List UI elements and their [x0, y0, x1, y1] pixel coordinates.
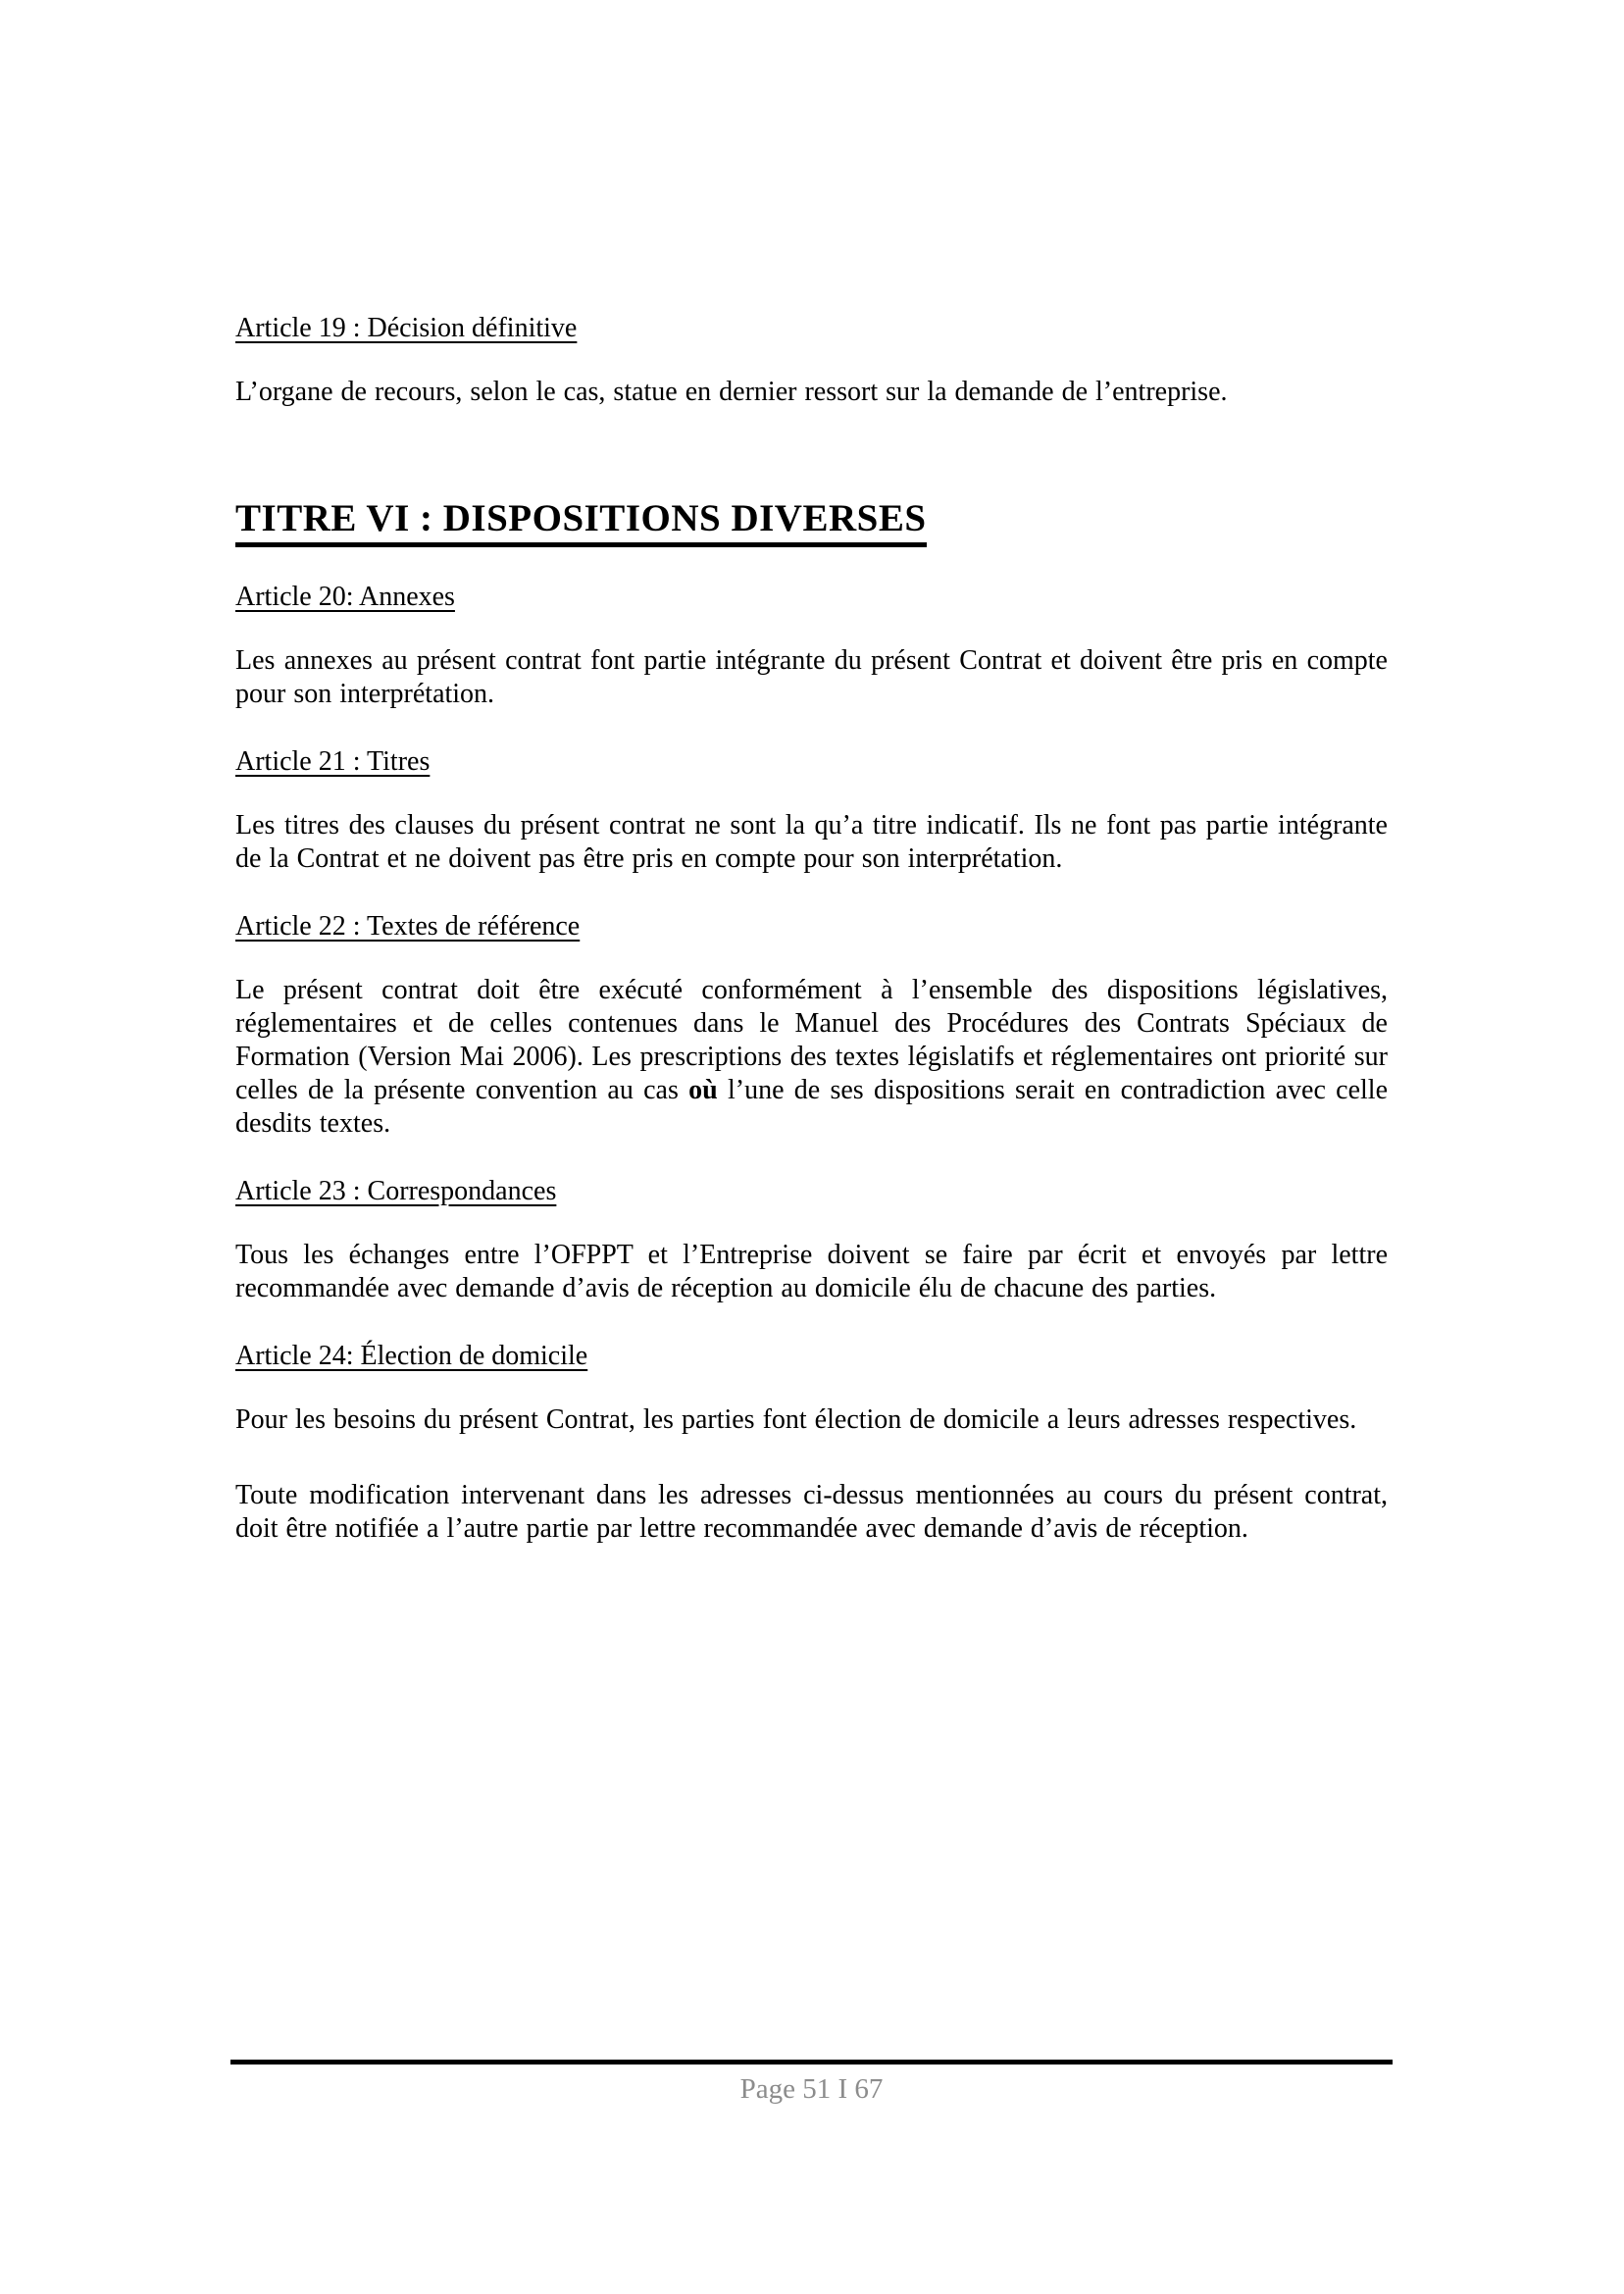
article-22-paragraph-bold-word: où — [688, 1075, 718, 1105]
article-19-paragraph: L’organe de recours, selon le cas, statue en dernier ressort sur la demande de l’entreprise. — [235, 377, 1228, 407]
titre-vi-heading-text: TITRE VI : DISPOSITIONS DIVERSES — [235, 497, 927, 547]
article-20-paragraph: Les annexes au présent contrat font partie intégrante du présent Contrat et doivent être pris en compte pour son interprétation. — [235, 645, 1388, 709]
footer-rule — [230, 2060, 1393, 2065]
article-24-heading-text: Article 24: Élection de domicile — [235, 1341, 588, 1371]
article-21-heading-text: Article 21 : Titres — [235, 746, 431, 777]
article-23-paragraph: Tous les échanges entre l’OFPPT et l’Entreprise doivent se faire par écrit et envoyés par lettre recommandée avec demande d’avis de réception au domicile élu de chacune des parties. — [235, 1240, 1388, 1303]
article-22-heading-text: Article 22 : Textes de référence — [235, 911, 581, 942]
titre-vi-heading — [235, 495, 1388, 542]
article-22-paragraph-text-after: l’une de ses dispositions serait en contradiction avec celle desdits textes. — [235, 1075, 1389, 1139]
article-19-heading — [235, 312, 1388, 345]
article-20-heading — [235, 581, 1388, 614]
page-number: Page 51 I 67 — [739, 2073, 884, 2105]
article-22-heading — [235, 910, 1388, 943]
article-24-paragraph-2: Toute modification intervenant dans les adresses ci-dessus mentionnées au cours du présent contrat, doit être notifiée a l’autre partie par lettre recommandée avec demande d’avis de réception. — [235, 1480, 1388, 1544]
article-22-paragraph — [235, 974, 1388, 1141]
article-19-heading-text: Article 19 : Décision définitive — [235, 313, 578, 343]
article-21-heading — [235, 745, 1388, 779]
article-22-paragraph-text-before: Le présent contrat doit être exécuté conformément à l’ensemble des dispositions législatives, réglementaires et de celles contenues dans le Manuel des Procédures des Contrats Spéciaux de Formation (Version Mai 2006). Les prescriptions des textes législatifs et réglementaires ont priorité sur celles de la présente convention au cas — [235, 975, 1388, 1105]
article-24-paragraph-1: Pour les besoins du présent Contrat, les parties font élection de domicile a leurs adresses respectives. — [235, 1404, 1357, 1435]
article-21-paragraph: Les titres des clauses du présent contrat ne sont la qu’a titre indicatif. Ils ne font pas partie intégrante de la Contrat et ne doivent pas être pris en compte pour son interprétation. — [235, 810, 1388, 874]
article-24-heading — [235, 1340, 1388, 1373]
article-23-heading-text: Article 23 : Correspondances — [235, 1176, 557, 1206]
article-23-heading — [235, 1175, 1388, 1208]
document-content — [235, 312, 1388, 1580]
article-20-heading-text: Article 20: Annexes — [235, 582, 455, 612]
